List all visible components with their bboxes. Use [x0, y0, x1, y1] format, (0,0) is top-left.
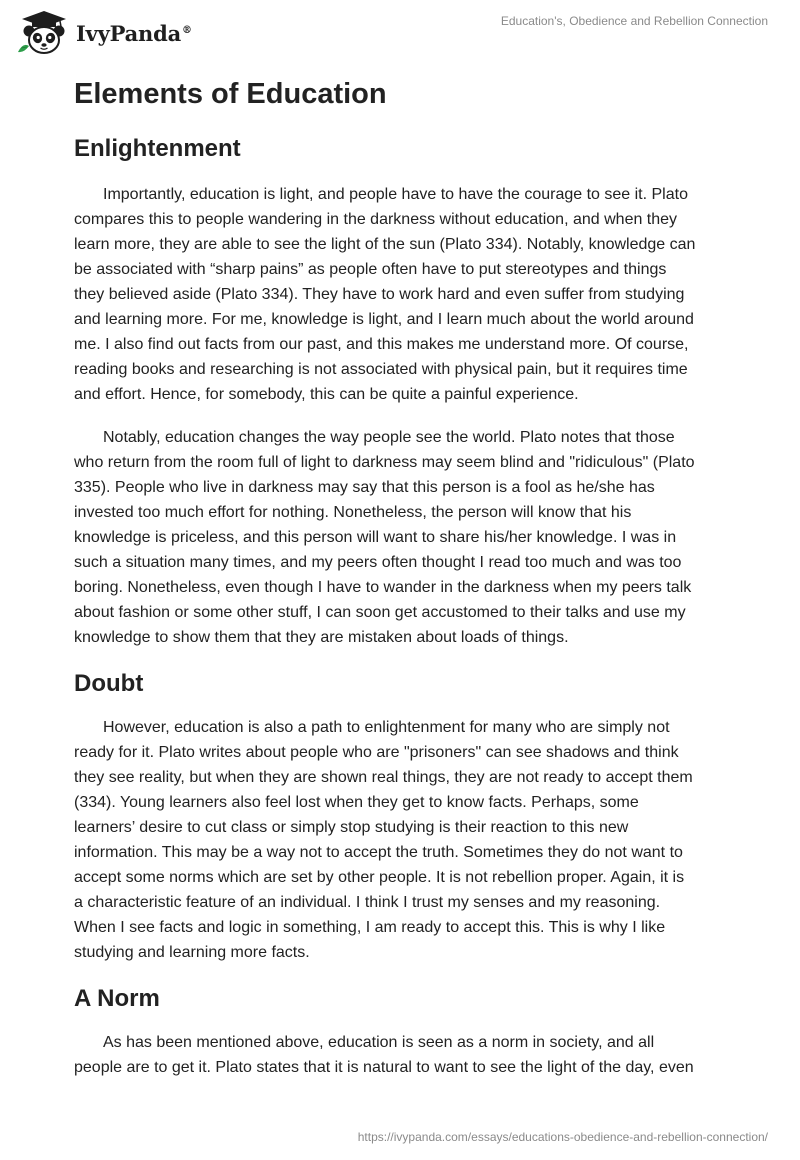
- text-line: boring. Nonetheless, even though I have to wander in the darkness when my peers talk: [74, 579, 692, 596]
- brand-name: [76, 21, 192, 46]
- text-line: people are to get it. Plato states that it is natural to want to see the light of the day, even: [74, 1059, 694, 1076]
- text-line: they see reality, but when they are shown real things, they are not ready to accept them: [74, 769, 693, 786]
- text-line: they believed aside (Plato 334). They have to work hard and even suffer from studying: [74, 286, 685, 303]
- text-line: learn more, they are able to see the light of the sun (Plato 334). Notably, knowledge can: [74, 236, 696, 253]
- essay-content: [74, 72, 734, 1080]
- section-heading-a-norm: A Norm: [74, 985, 160, 1012]
- text-line: about fashion or some other stuff, I can soon get accustomed to their talks and use my: [74, 604, 686, 621]
- paragraph: [74, 182, 734, 407]
- text-line: reading books and researching is not associated with physical pain, but it requires time: [74, 361, 688, 378]
- text-line: However, education is also a path to enlightenment for many who are simply not: [103, 719, 670, 736]
- text-line: 335). People who live in darkness may say that this person is a fool as he/she has: [74, 479, 655, 496]
- registered-mark: ®: [182, 24, 192, 36]
- text-line: When I see facts and logic in something, I am ready to accept this. This is why I like: [74, 919, 666, 936]
- text-line: Importantly, education is light, and people have to have the courage to see it. Plato: [103, 186, 688, 203]
- text-line: be associated with “sharp pains” as people often have to put stereotypes and things: [74, 261, 667, 278]
- text-line: learners’ desire to cut class or simply stop studying is their reaction to this new: [74, 819, 629, 836]
- text-line: Notably, education changes the way people see the world. Plato notes that those: [103, 429, 675, 446]
- brand-name-text: IvyPanda: [76, 20, 182, 46]
- text-line: and learning more. For me, knowledge is light, and I learn much about the world around: [74, 311, 694, 328]
- section-heading-doubt: Doubt: [74, 670, 144, 697]
- text-line: a characteristic feature of an individual. I think I trust my senses and my reasoning.: [74, 894, 661, 911]
- page-header: [0, 0, 800, 60]
- text-line: accept some norms which are set by other people. It is not rebellion proper. Again, it is: [74, 869, 685, 886]
- paragraph: [74, 1030, 734, 1080]
- text-line: invested too much effort for nothing. Nonetheless, the person will know that his: [74, 504, 632, 521]
- text-line: As has been mentioned above, education is seen as a norm in society, and all: [103, 1034, 655, 1051]
- text-line: such a situation many times, and my peers often thought I read too much and was too: [74, 554, 682, 571]
- text-line: information. This may be a way not to accept the truth. Sometimes they do not want to: [74, 844, 683, 861]
- source-url[interactable]: https://ivypanda.com/essays/educations-obedience-and-rebellion-connection/: [357, 1130, 768, 1144]
- page-title: Elements of Education: [74, 78, 387, 110]
- paragraph: [74, 425, 734, 650]
- panda-graduate-icon: [14, 8, 70, 56]
- document-title: Education's, Obedience and Rebellion Connection: [500, 14, 768, 28]
- text-line: who return from the room full of light to darkness may seem blind and "ridiculous" (Plato: [74, 454, 695, 471]
- text-line: compares this to people wandering in the darkness without education, and when they: [74, 211, 678, 228]
- text-line: studying and learning more facts.: [74, 944, 310, 961]
- text-line: (334). Young learners also feel lost when they get to know facts. Perhaps, some: [74, 794, 639, 811]
- paragraph: [74, 715, 734, 965]
- text-line: knowledge is priceless, and this person will want to share his/her knowledge. I was in: [74, 529, 677, 546]
- text-line: and effort. Hence, for somebody, this can be quite a painful experience.: [74, 386, 579, 403]
- text-line: ready for it. Plato writes about people who are "prisoners" can see shadows and think: [74, 744, 679, 761]
- section-heading-enlightenment: Enlightenment: [74, 135, 241, 162]
- text-line: knowledge to show them that they are mistaken about loads of things.: [74, 629, 569, 646]
- text-line: me. I also find out facts from our past, and this makes me understand more. Of course,: [74, 336, 689, 353]
- brand-logo[interactable]: [14, 8, 192, 56]
